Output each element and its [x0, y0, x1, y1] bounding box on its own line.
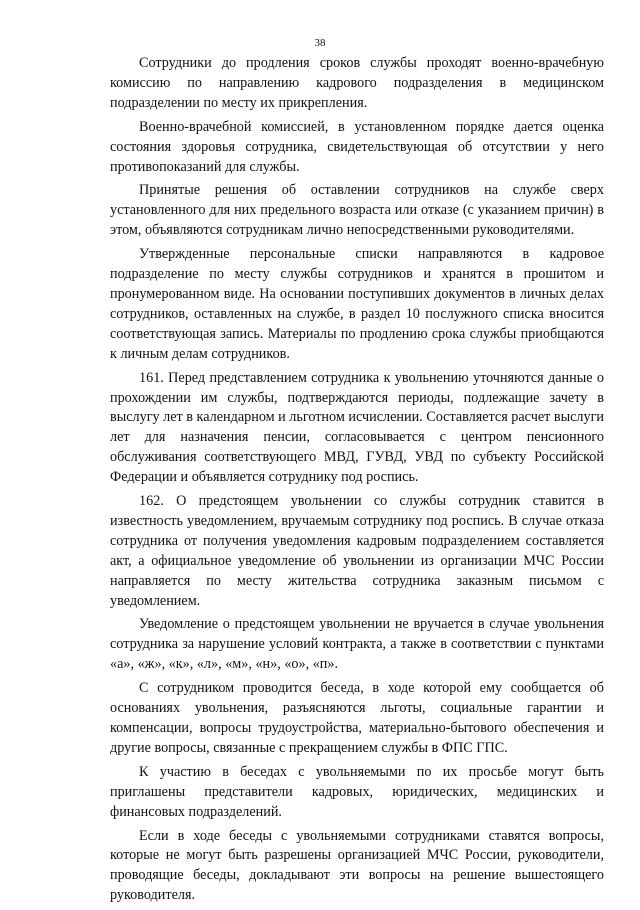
- paragraph-8: С сотрудником проводится беседа, в ходе которой ему сообщается об основаниях увольнения, разъясняются льготы, социальные гарантии и компенсации, вопросы трудоустройства, материально-бытового обеспечения и другие вопросы, связанные с прекращением службы в ФПС ГПС.: [110, 680, 604, 756]
- paragraph-2: Военно-врачебной комиссией, в установленном порядке дается оценка состояния здоровья сотрудника, свидетельствующая об отсутствии у него противопоказаний для службы.: [110, 118, 604, 175]
- document-body: [110, 54, 604, 910]
- paragraph-161: 161. Перед представлением сотрудника к увольнению уточняются данные о прохождении им службы, подтверждаются периоды, подлежащие зачету в выслугу лет в календарном и льготном исчислении. Составляется расчет выслуги лет для назначения пенсии, согласовывается с центром пенсионного обслуживания соответствующего МВД, ГУВД, УВД по субъекту Российской Федерации и объявляется сотруднику под роспись.: [110, 369, 604, 486]
- paragraph-10: Если в ходе беседы с увольняемыми сотрудниками ставятся вопросы, которые не могут быть разрешены организацией МЧС России, руководители, проводящие беседы, докладывают эти вопросы на решение вышестоящего руководителя.: [110, 827, 604, 904]
- paragraph-9: К участию в беседах с увольняемыми по их просьбе могут быть приглашены представители кадровых, юридических, медицинских и финансовых подразделений.: [110, 763, 604, 820]
- paragraph-4: Утвержденные персональные списки направляются в кадровое подразделение по месту службы сотрудников и хранятся в прошитом и пронумерованном виде. На основании поступивших документов в личных делах сотрудников, оставленных на службе, в раздел 10 послужного списка вносится соответствующая запись. Материалы по продлению срока службы приобщаются к личным делам сотрудников.: [110, 246, 604, 362]
- paragraph-162: 162. О предстоящем увольнении со службы сотрудник ставится в известность уведомлением, вручаемым сотруднику под роспись. В случае отказа сотрудника от получения уведомления кадровым подразделением составляется акт, а официальное уведомление об увольнении из организации МЧС России направляется по месту жительства сотрудника заказным письмом с уведомлением.: [110, 493, 604, 609]
- page-number: 38: [314, 37, 326, 49]
- paragraph-7: Уведомление о предстоящем увольнении не вручается в случае увольнения сотрудника за нарушение условий контракта, а также в соответствии с пунктами «а», «ж», «к», «л», «м», «н», «о», «п».: [110, 616, 604, 673]
- paragraph-1: Сотрудники до продления сроков службы проходят военно-врачебную комиссию по направлению кадрового подразделения в медицинском подразделении по месту их прикрепления.: [110, 55, 604, 111]
- paragraph-3: Принятые решения об оставлении сотрудников на службе сверх установленного для них предельного возраста или отказе (с указанием причин) в этом, объявляются сотрудникам лично непосредственными руководителями.: [110, 182, 604, 239]
